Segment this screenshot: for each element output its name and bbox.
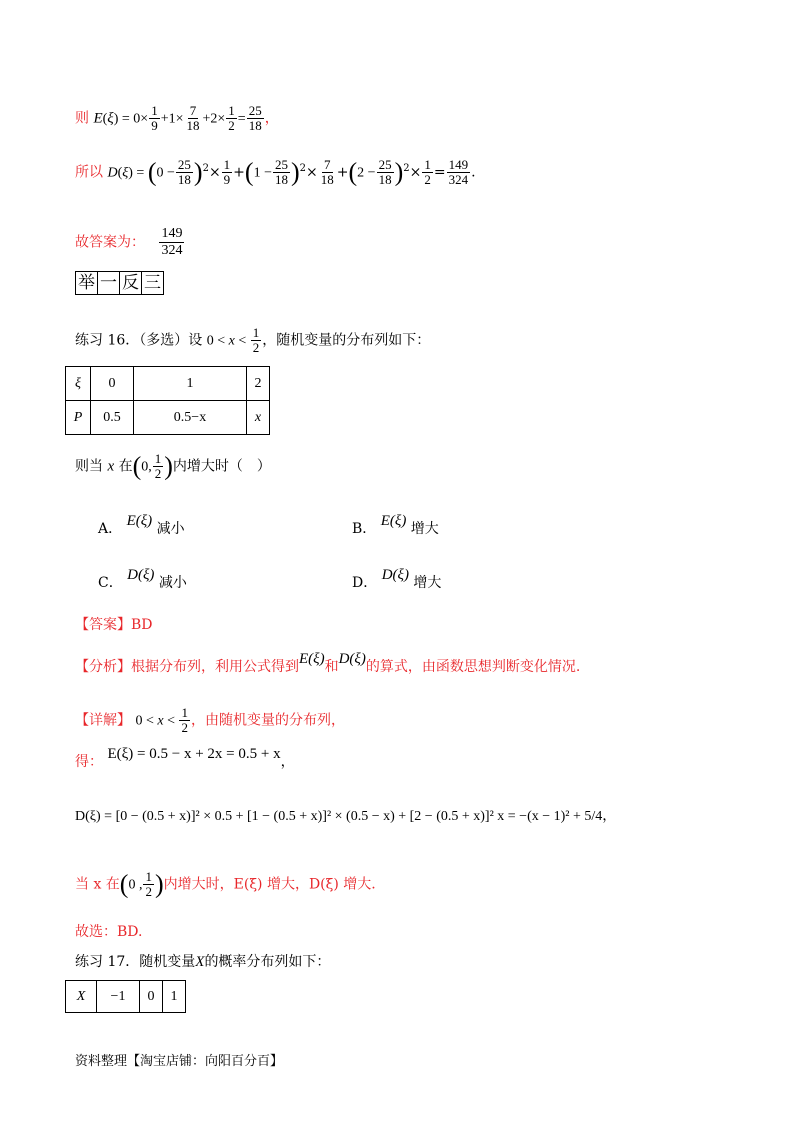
option-expr: E(ξ) (380, 513, 407, 529)
conclusion-text: 内增大时，E(ξ) 增大，D(ξ) 增大. (163, 876, 376, 893)
table-cell: 0 (91, 367, 134, 401)
table-cell: P (66, 401, 91, 435)
table-cell: 1 (134, 367, 247, 401)
variance-result: 所以 D(ξ) = (0 − $\frac{25}{18}$ )$^2$× $\frac{1}{9}$ +(1 − $\frac{25}{18}$ )$^2$× $\frac{7}{18}$ +(2 − $\frac{25}{18}$ )$^2$× $\frac{1}{2}$ = $\frac{149}{324}$ . (75, 157, 476, 187)
table-cell: ξ (66, 367, 91, 401)
option-expr: D(ξ) (127, 567, 155, 583)
exercise-16-question: 则当 x 在(0, $\frac{1}{2}$ )内增大时（ ） (75, 451, 271, 481)
option-expr: D(ξ) (381, 567, 409, 583)
exercise-17-header (75, 952, 330, 972)
section-title (75, 271, 164, 295)
table-cell: 0.5 (91, 401, 134, 435)
answer-tag: 【答案】BD (75, 617, 153, 633)
exercise-17-var: X (195, 954, 205, 970)
final-choice: 故选：BD. (75, 924, 143, 940)
option-text: 减小 (158, 575, 187, 591)
footer-text: 资料整理【淘宝店铺：向阳百分百】 (75, 1054, 284, 1069)
option-b[interactable] (352, 513, 439, 538)
table-cell: 1 (163, 981, 186, 1013)
analysis-tag: 【分析】 (75, 659, 131, 675)
section-title-char: 三 (144, 273, 161, 293)
conclusion-prefix: 当 x 在 (75, 876, 120, 893)
option-expr: E(ξ) (126, 513, 153, 529)
table-cell: x (247, 401, 270, 435)
exercise-17-tail: 的概率分布列如下： (204, 954, 331, 970)
table-row (66, 981, 186, 1013)
e-formula-line: 得： E(ξ) = 0.5 − x + 2x = 0.5 + x， (75, 746, 295, 770)
option-c[interactable] (98, 567, 187, 592)
e-formula: E(ξ) = 0.5 − x + 2x = 0.5 + x (107, 746, 281, 762)
analysis-text: 根据分布列，利用公式得到 (131, 659, 299, 675)
answer-line (75, 226, 185, 259)
table-cell: 0.5−x (134, 401, 247, 435)
expectation-result: 则 E(ξ) = 0× $\frac{1}{9}$ +1× $\frac{7}{18}$ +2× $\frac{1}{2}$ = $\frac{25}{18}$ ， (75, 103, 279, 133)
table-cell: −1 (97, 981, 140, 1013)
table-cell: 0 (140, 981, 163, 1013)
d-formula: D(ξ) = [0 − (0.5 + x)]² × 0.5 + [1 − (0.5 + x)]² × (0.5 − x) + [2 − (0.5 + x)]² x = −(x − 1)² + 5/4 (75, 809, 603, 824)
detail-text: ，由随机变量的分布列， (190, 712, 345, 729)
table-row (66, 401, 270, 435)
answer-denominator: 324 (161, 243, 183, 258)
answer-numerator: 149 (161, 226, 183, 241)
question-var: x (107, 458, 115, 475)
analysis-d: D(ξ) (338, 651, 366, 667)
table-row (66, 367, 270, 401)
answer-prefix: 故答案为： (75, 234, 145, 251)
analysis-and: 和 (324, 659, 339, 675)
option-text: 减小 (156, 521, 185, 537)
detail-line: 【详解】 0 < x < $\frac{1}{2}$ ，由随机变量的分布列， (75, 705, 345, 735)
d-formula-line: D(ξ) = [0 − (0.5 + x)]² × 0.5 + [1 − (0.5 + x)]² × (0.5 − x) + [2 − (0.5 + x)]² x = −(x − 1)² + 5/4， (75, 808, 617, 824)
section-title-char: 举 (76, 272, 98, 294)
analysis-e: E(ξ) (299, 651, 325, 667)
conclusion-line: 当 x 在(0 , $\frac{1}{2}$ )内增大时，E(ξ) 增大，D(ξ) 增大. (75, 869, 376, 899)
question-mid: 在 (118, 458, 133, 475)
exercise-17-label: 练习 17．随机变量 (75, 954, 196, 970)
option-letter: C． (98, 575, 123, 591)
option-text: 增大 (410, 521, 439, 537)
table-cell: 2 (247, 367, 270, 401)
option-d[interactable] (352, 567, 442, 592)
distribution-table (65, 366, 270, 435)
option-letter: A． (98, 521, 123, 537)
exercise-16-header: 练习 16．（多选）设 0 < x < $\frac{1}{2}$ ，随机变量的分布列如下： (75, 325, 431, 355)
distribution-table-17 (65, 980, 186, 1013)
exercise-16-label: 练习 16．（多选）设 (75, 332, 203, 349)
option-letter: B． (352, 521, 377, 537)
question-tail: 内增大时（ ） (172, 458, 271, 475)
detail-tag: 【详解】 (75, 712, 131, 729)
analysis-line (75, 651, 581, 677)
e-prefix: 则 (75, 110, 89, 127)
exercise-16-tail: ，随机变量的分布列如下： (262, 332, 431, 349)
get-prefix: 得： (75, 754, 103, 770)
option-a[interactable] (98, 513, 185, 538)
d-prefix: 所以 (75, 164, 103, 181)
question-prefix: 则当 (75, 458, 103, 475)
option-text: 增大 (413, 575, 442, 591)
option-letter: D． (352, 575, 378, 591)
table-cell: X (66, 981, 97, 1013)
section-title-char: 反 (120, 272, 142, 294)
section-title-char: 一 (98, 272, 120, 294)
analysis-text-2: 的算式，由函数思想判断变化情况. (365, 659, 581, 675)
